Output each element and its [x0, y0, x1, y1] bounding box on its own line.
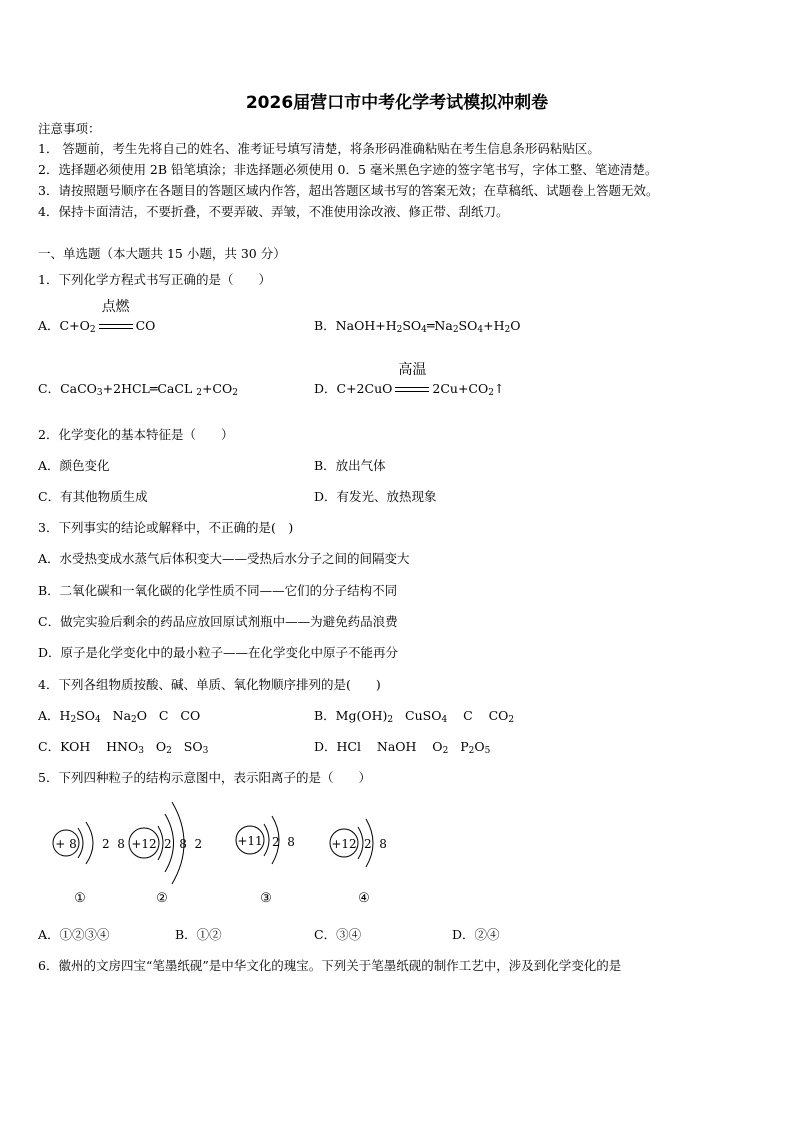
q1-stem: 1．下列化学方程式书写正确的是（ ）: [38, 272, 271, 287]
q3-option-c[interactable]: C．做完实验后剩余的药品应放回原试剂瓶中——为避免药品浪费: [38, 614, 398, 629]
particle-2-shells: 2 8 2: [164, 837, 203, 851]
particle-4-shells: 2 8: [364, 837, 387, 851]
q4-option-c[interactable]: C．KOH $HNO_3$ $O_2$ $SO_3$: [38, 739, 209, 756]
q2-option-c[interactable]: C．有其他物质生成: [38, 489, 148, 504]
particle-2-nucleus: +12: [131, 837, 157, 851]
notice-item-4: 4．保持卡面清洁，不要折叠，不要弄破、弄皱，不准使用涂改液、修正带、刮纸刀。: [38, 204, 509, 219]
q1-option-d[interactable]: D．C+2CuO 高温 $2Cu+CO_2↑$: [314, 361, 505, 398]
q4-stem: 4．下列各组物质按酸、碱、单质、氧化物顺序排列的是( ): [38, 677, 381, 692]
q2-option-b[interactable]: B．放出气体: [314, 458, 386, 473]
particle-1-shells: 2 8: [102, 837, 125, 851]
q2-option-d[interactable]: D．有发光、放热现象: [314, 489, 437, 504]
particle-1-label: ①: [74, 891, 86, 906]
section-heading: 一、单选题（本大题共 15 小题，共 30 分）: [38, 246, 286, 261]
particle-4: [330, 819, 387, 906]
q2-option-a[interactable]: A．颜色变化: [38, 458, 110, 473]
particle-3: [236, 816, 295, 906]
particle-4-nucleus: +12: [331, 837, 357, 851]
notice-item-3: 3．请按照题号顺序在各题目的答题区域内作答，超出答题区域书写的答案无效；在草稿纸、试题卷上答题无效。: [38, 183, 659, 198]
particle-1-nucleus: + 8: [55, 837, 77, 851]
q1-a-condition: 点燃: [101, 298, 130, 315]
q5-option-d[interactable]: D．②④: [452, 927, 500, 942]
particle-3-shells: 2 8: [272, 835, 295, 849]
notice-heading: 注意事项：: [38, 121, 101, 136]
q1-option-c[interactable]: C．CaCO$_3$+2HCL═CaCL $_2+CO_2$: [38, 381, 238, 398]
notice-item-1: 1． 答题前，考生先将自己的姓名、准考证号填写清楚，将条形码准确粘贴在考生信息条形码粘贴区。: [38, 141, 600, 156]
q1-option-b[interactable]: B．$NaOH+H_2SO_4═Na_2SO_4+H_2O$: [314, 318, 521, 335]
q3-stem: 3．下列事实的结论或解释中，不正确的是( ): [38, 520, 294, 535]
q3-option-a[interactable]: A．水受热变成水蒸气后体积变大——受热后水分子之间的间隔变大: [38, 551, 410, 566]
q1-d-condition: 高温: [398, 361, 427, 378]
q4-option-b[interactable]: B．$Mg(OH)_2$ CuSO$_4$ C $CO_2$: [314, 708, 515, 725]
particle-2-label: ②: [156, 891, 168, 906]
q5-option-a[interactable]: A．①②③④: [38, 927, 110, 942]
q6-stem: 6．徽州的文房四宝“笔墨纸砚”是中华文化的瑰宝。下列关于笔墨纸砚的制作工艺中，涉及到化学变化的是: [38, 958, 622, 973]
q5-stem: 5．下列四种粒子的结构示意图中，表示阳离子的是（ ）: [38, 770, 371, 785]
q3-option-d[interactable]: D．原子是化学变化中的最小粒子——在化学变化中原子不能再分: [38, 645, 399, 660]
atomic-structure-diagrams: [40, 792, 440, 912]
q4-option-a[interactable]: A．$H_2SO_4$ $Na_2O$ C CO: [38, 708, 201, 725]
particle-4-label: ④: [358, 891, 370, 906]
particle-1: [53, 822, 125, 906]
particle-3-label: ③: [260, 891, 272, 906]
notice-item-2: 2．选择题必须使用 2B 铅笔填涂；非选择题必须使用 0．5 毫米黑色字迹的签字笔书写，字体工整、笔迹清楚。: [38, 162, 658, 177]
particle-2: [129, 802, 202, 906]
page-title: 2026届营口市中考化学考试模拟冲刺卷: [245, 93, 549, 113]
q2-stem: 2．化学变化的基本特征是（ ）: [38, 427, 234, 442]
q1-option-a[interactable]: A．$C+O_2$ 点燃 CO: [38, 298, 156, 335]
q5-option-b[interactable]: B．①②: [175, 927, 222, 942]
q3-option-b[interactable]: B．二氧化碳和一氧化碳的化学性质不同——它们的分子结构不同: [38, 583, 398, 598]
q5-option-c[interactable]: C．③④: [314, 927, 362, 942]
particle-3-nucleus: +11: [237, 834, 263, 848]
q4-option-d[interactable]: D．HCl NaOH $O_2$ $P_2O_5$: [314, 739, 491, 756]
